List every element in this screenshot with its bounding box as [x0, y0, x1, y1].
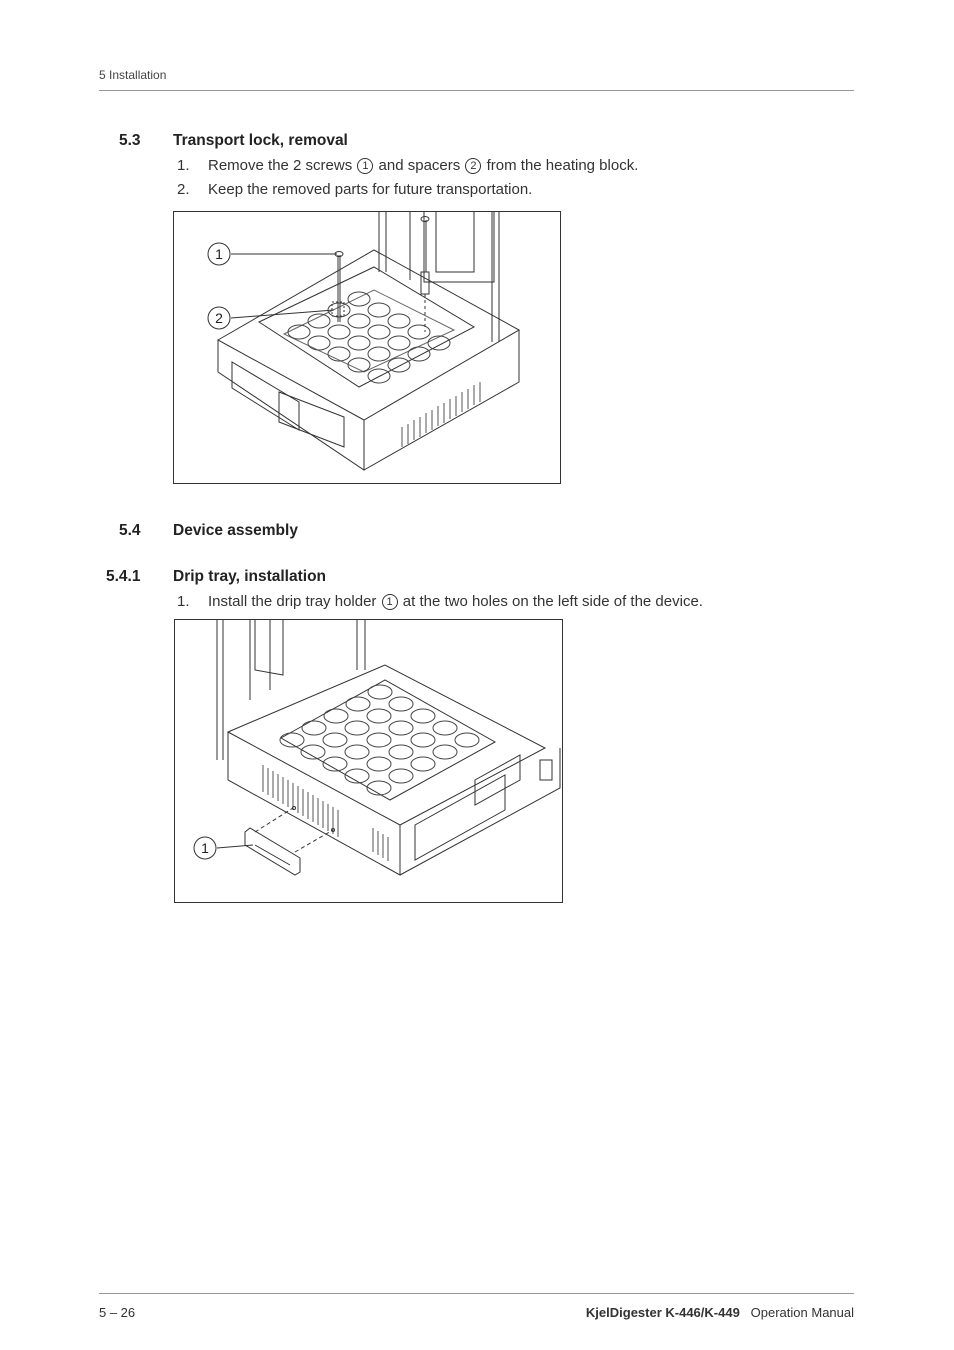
header-rule: [99, 90, 854, 91]
callout-marker: 1: [357, 158, 373, 174]
subsection-number: 5.4.1: [106, 568, 141, 585]
callout-2: [208, 307, 230, 329]
running-header: 5 Installation: [99, 68, 167, 82]
svg-text:1: 1: [215, 246, 223, 262]
step-item: [177, 593, 837, 613]
callout-1: [208, 243, 230, 265]
page-number: 5 – 26: [99, 1305, 136, 1320]
step-text: from the heating block.: [482, 157, 639, 174]
step-number: 2.: [177, 181, 190, 198]
callout-marker: 2: [465, 158, 481, 174]
subsection-title: Drip tray, installation: [173, 568, 327, 585]
svg-text:1: 1: [201, 840, 209, 856]
figure-drip-tray: [174, 619, 563, 903]
figure-transport-lock: [173, 211, 561, 484]
step-text: Remove the 2 screws: [208, 157, 357, 174]
device-illustration: [174, 212, 560, 483]
callout-1: [194, 837, 216, 859]
step-number: 1.: [177, 157, 190, 174]
product-name: KjelDigester K-446/K-449: [585, 1305, 740, 1320]
footer-title: [586, 1305, 854, 1320]
callout-marker: 1: [382, 594, 398, 610]
step-text: and spacers: [374, 157, 465, 174]
section-number: 5.4: [119, 522, 141, 539]
device-illustration: [175, 620, 562, 902]
step-number: 1.: [177, 593, 190, 610]
section-number: 5.3: [119, 132, 141, 149]
step-text: at the two holes on the left side of the device.: [398, 593, 703, 610]
step-item: [177, 181, 777, 201]
document-type: Operation Manual: [750, 1305, 854, 1320]
svg-text:2: 2: [215, 310, 223, 326]
step-text: Install the drip tray holder: [208, 593, 381, 610]
section-title: Transport lock, removal: [173, 132, 348, 149]
step-text: Keep the removed parts for future transportation.: [208, 181, 533, 198]
footer-rule: [99, 1293, 854, 1294]
section-title: Device assembly: [173, 522, 298, 539]
step-item: [177, 157, 777, 177]
